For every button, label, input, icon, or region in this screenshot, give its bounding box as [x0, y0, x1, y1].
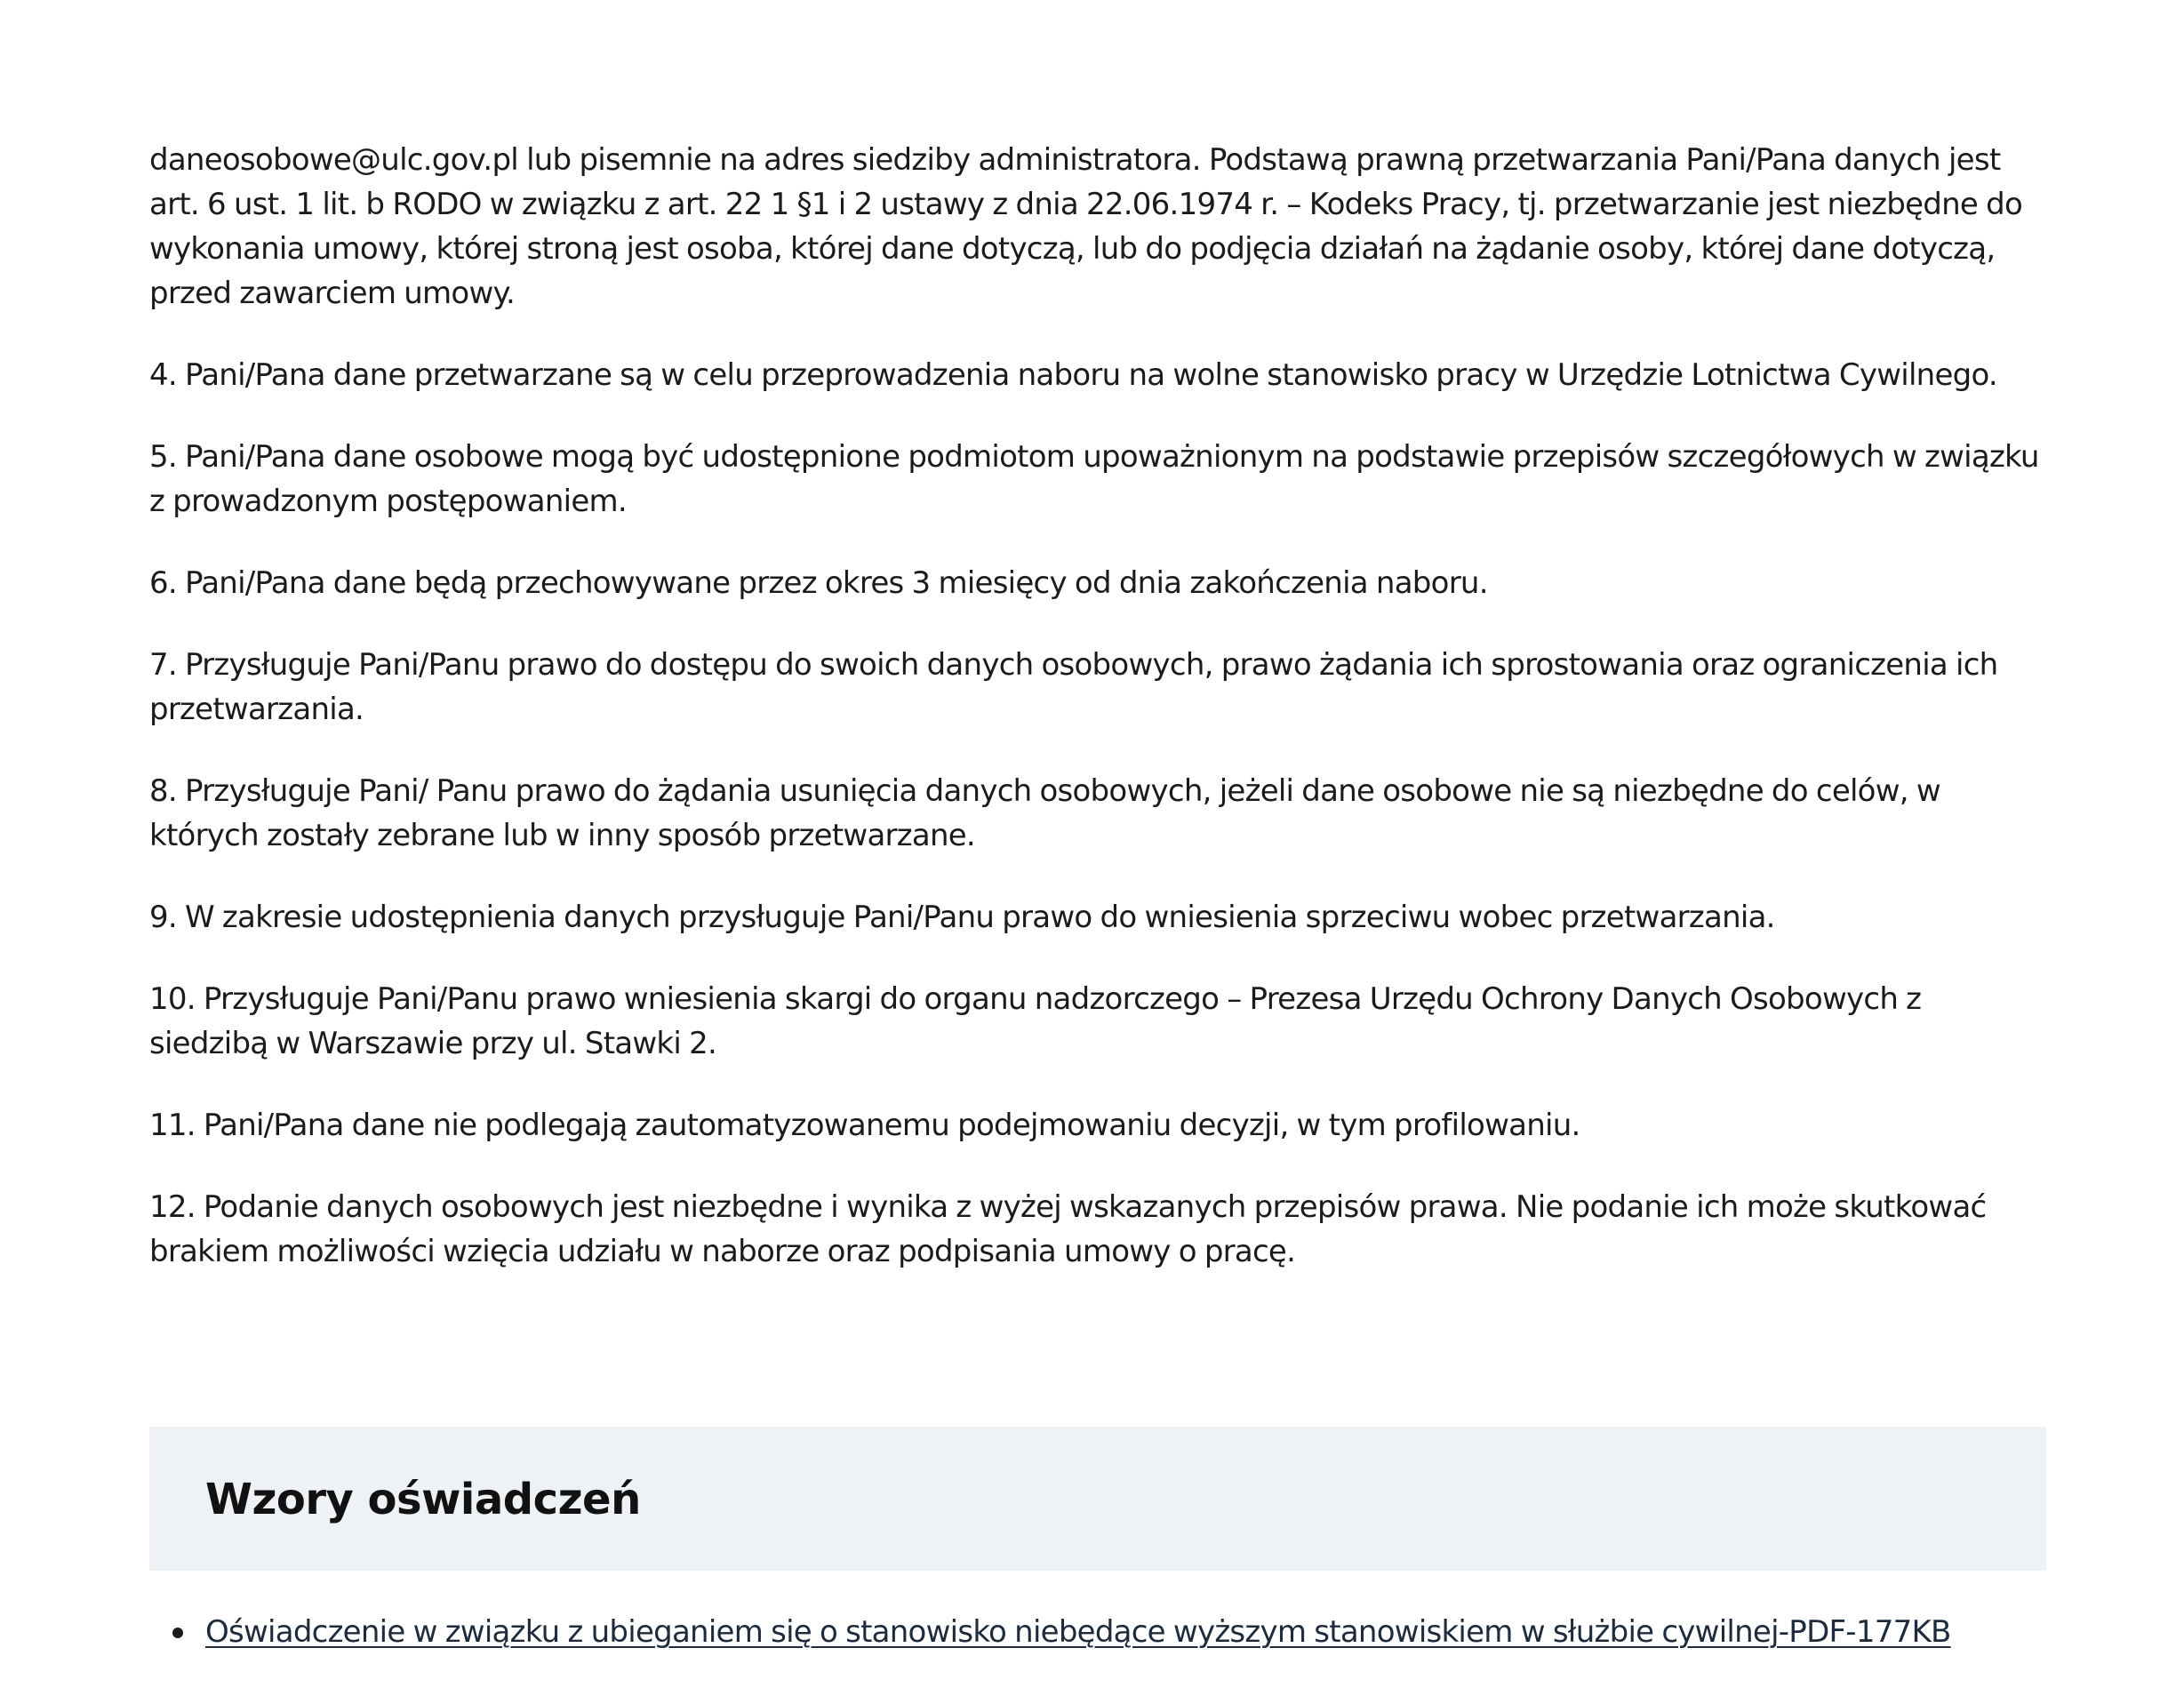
paragraph-11: 11. Pani/Pana dane nie podlegają zautomatyzowanemu podejmowaniu decyzji, w tym profilowaniu. — [149, 1108, 1580, 1143]
list-item — [149, 1609, 2087, 1655]
section-title: Wzory oświadczeń — [205, 1475, 641, 1524]
document-body — [149, 138, 2046, 1311]
paragraph-10: 10. Przysługuje Pani/Panu prawo wniesienia skargi do organu nadzorczego – Prezesa Urzędu Ochrony Danych Osobowych z siedzibą w Warszawie przy ul. Stawki 2. — [149, 981, 1922, 1061]
paragraph-4: 4. Pani/Pana dane przetwarzane są w celu przeprowadzenia naboru na wolne stanowisko pracy w Urzędzie Lotnictwa Cywilnego. — [149, 357, 1997, 393]
declaration-pdf-link[interactable]: Oświadczenie w związku z ubieganiem się o stanowisko niebędące wyższym stanowiskiem w służbie cywilnej-PDF-177KB — [205, 1614, 1951, 1650]
templates-list — [149, 1609, 2087, 1655]
paragraph-6: 6. Pani/Pana dane będą przechowywane przez okres 3 miesięcy od dnia zakończenia naboru. — [149, 565, 1488, 601]
bullet-icon — [172, 1628, 183, 1638]
paragraph-legal-basis: daneosobowe@ulc.gov.pl lub pisemnie na adres siedziby administratora. Podstawą prawną przetwarzania Pani/Pana danych jest art. 6 ust. 1 lit. b RODO w związku z art. 22 1 §1 i 2 ustawy z dnia 22.06.1974 r. – Kodeks Pracy, tj. przetwarzanie jest niezbędne do wykonania umowy, której stroną jest osoba, której dane dotyczą, lub do podjęcia działań na żądanie osoby, której dane dotyczą, przed zawarciem umowy. — [149, 142, 2023, 311]
templates-section-header — [149, 1427, 2046, 1571]
paragraph-9: 9. W zakresie udostępnienia danych przysługuje Pani/Panu prawo do wniesienia sprzeciwu wobec przetwarzania. — [149, 900, 1775, 935]
paragraph-12: 12. Podanie danych osobowych jest niezbędne i wynika z wyżej wskazanych przepisów prawa. Nie podanie ich może skutkować brakiem możliwości wzięcia udziału w naborze oraz podpisania umowy o pracę. — [149, 1189, 1987, 1269]
paragraph-8: 8. Przysługuje Pani/ Panu prawo do żądania usunięcia danych osobowych, jeżeli dane osobowe nie są niezbędne do celów, w których zostały zebrane lub w inny sposób przetwarzane. — [149, 773, 1940, 853]
paragraph-5: 5. Pani/Pana dane osobowe mogą być udostępnione podmiotom upoważnionym na podstawie przepisów szczegółowych w związku z prowadzonym postępowaniem. — [149, 439, 2039, 519]
paragraph-7: 7. Przysługuje Pani/Panu prawo do dostępu do swoich danych osobowych, prawo żądania ich sprostowania oraz ograniczenia ich przetwarzania. — [149, 647, 1998, 727]
